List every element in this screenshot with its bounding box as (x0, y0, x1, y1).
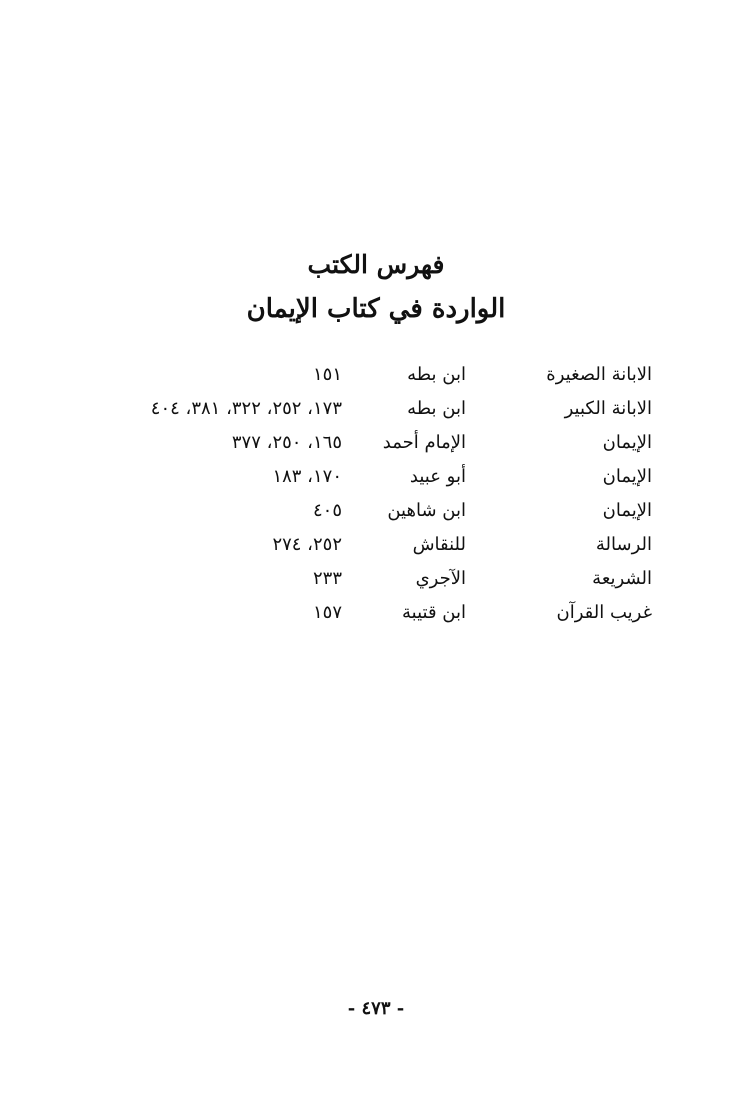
index-row (0, 426, 752, 460)
book-title: الإيمان (602, 432, 652, 453)
index-row (0, 528, 752, 562)
book-title: الابانة الكبير (564, 398, 652, 419)
page-references: ١٧٣، ٢٥٢، ٣٢٢، ٣٨١، ٤٠٤ (150, 398, 342, 419)
page-title: فهرس الكتب (307, 250, 445, 279)
book-author: الآجري (415, 568, 466, 589)
index-row (0, 392, 752, 426)
book-title: غريب القرآن (556, 602, 652, 623)
book-title: الرسالة (595, 534, 652, 555)
books-index-list (0, 358, 752, 630)
page-references: ٢٣٣ (312, 568, 342, 589)
book-title: الابانة الصغيرة (546, 364, 652, 385)
page-references: ٤٠٥ (312, 500, 342, 521)
page-references: ١٥٧ (312, 602, 342, 623)
page-subtitle: الواردة في كتاب الإيمان (246, 294, 506, 324)
book-title: الشريعة (592, 568, 652, 589)
book-author: ابن شاهين (387, 500, 466, 521)
page-references: ١٦٥، ٢٥٠، ٣٧٧ (231, 432, 342, 453)
book-author: ابن قتيبة (402, 602, 466, 623)
book-author: الإمام أحمد (382, 432, 466, 453)
page-references: ٢٥٢، ٢٧٤ (272, 534, 342, 555)
book-author: ابن بطه (407, 364, 466, 385)
index-row (0, 562, 752, 596)
book-title: الإيمان (602, 466, 652, 487)
book-author: أبو عبيد (409, 466, 466, 487)
index-row (0, 460, 752, 494)
page-number: - ٤٧٣ - (347, 998, 405, 1019)
index-row (0, 494, 752, 528)
page-references: ١٥١ (312, 364, 342, 385)
book-author: للنقاش (412, 534, 466, 555)
book-author: ابن بطه (407, 398, 466, 419)
book-title: الإيمان (602, 500, 652, 521)
index-row (0, 358, 752, 392)
index-row (0, 596, 752, 630)
page-references: ١٧٠، ١٨٣ (272, 466, 342, 487)
